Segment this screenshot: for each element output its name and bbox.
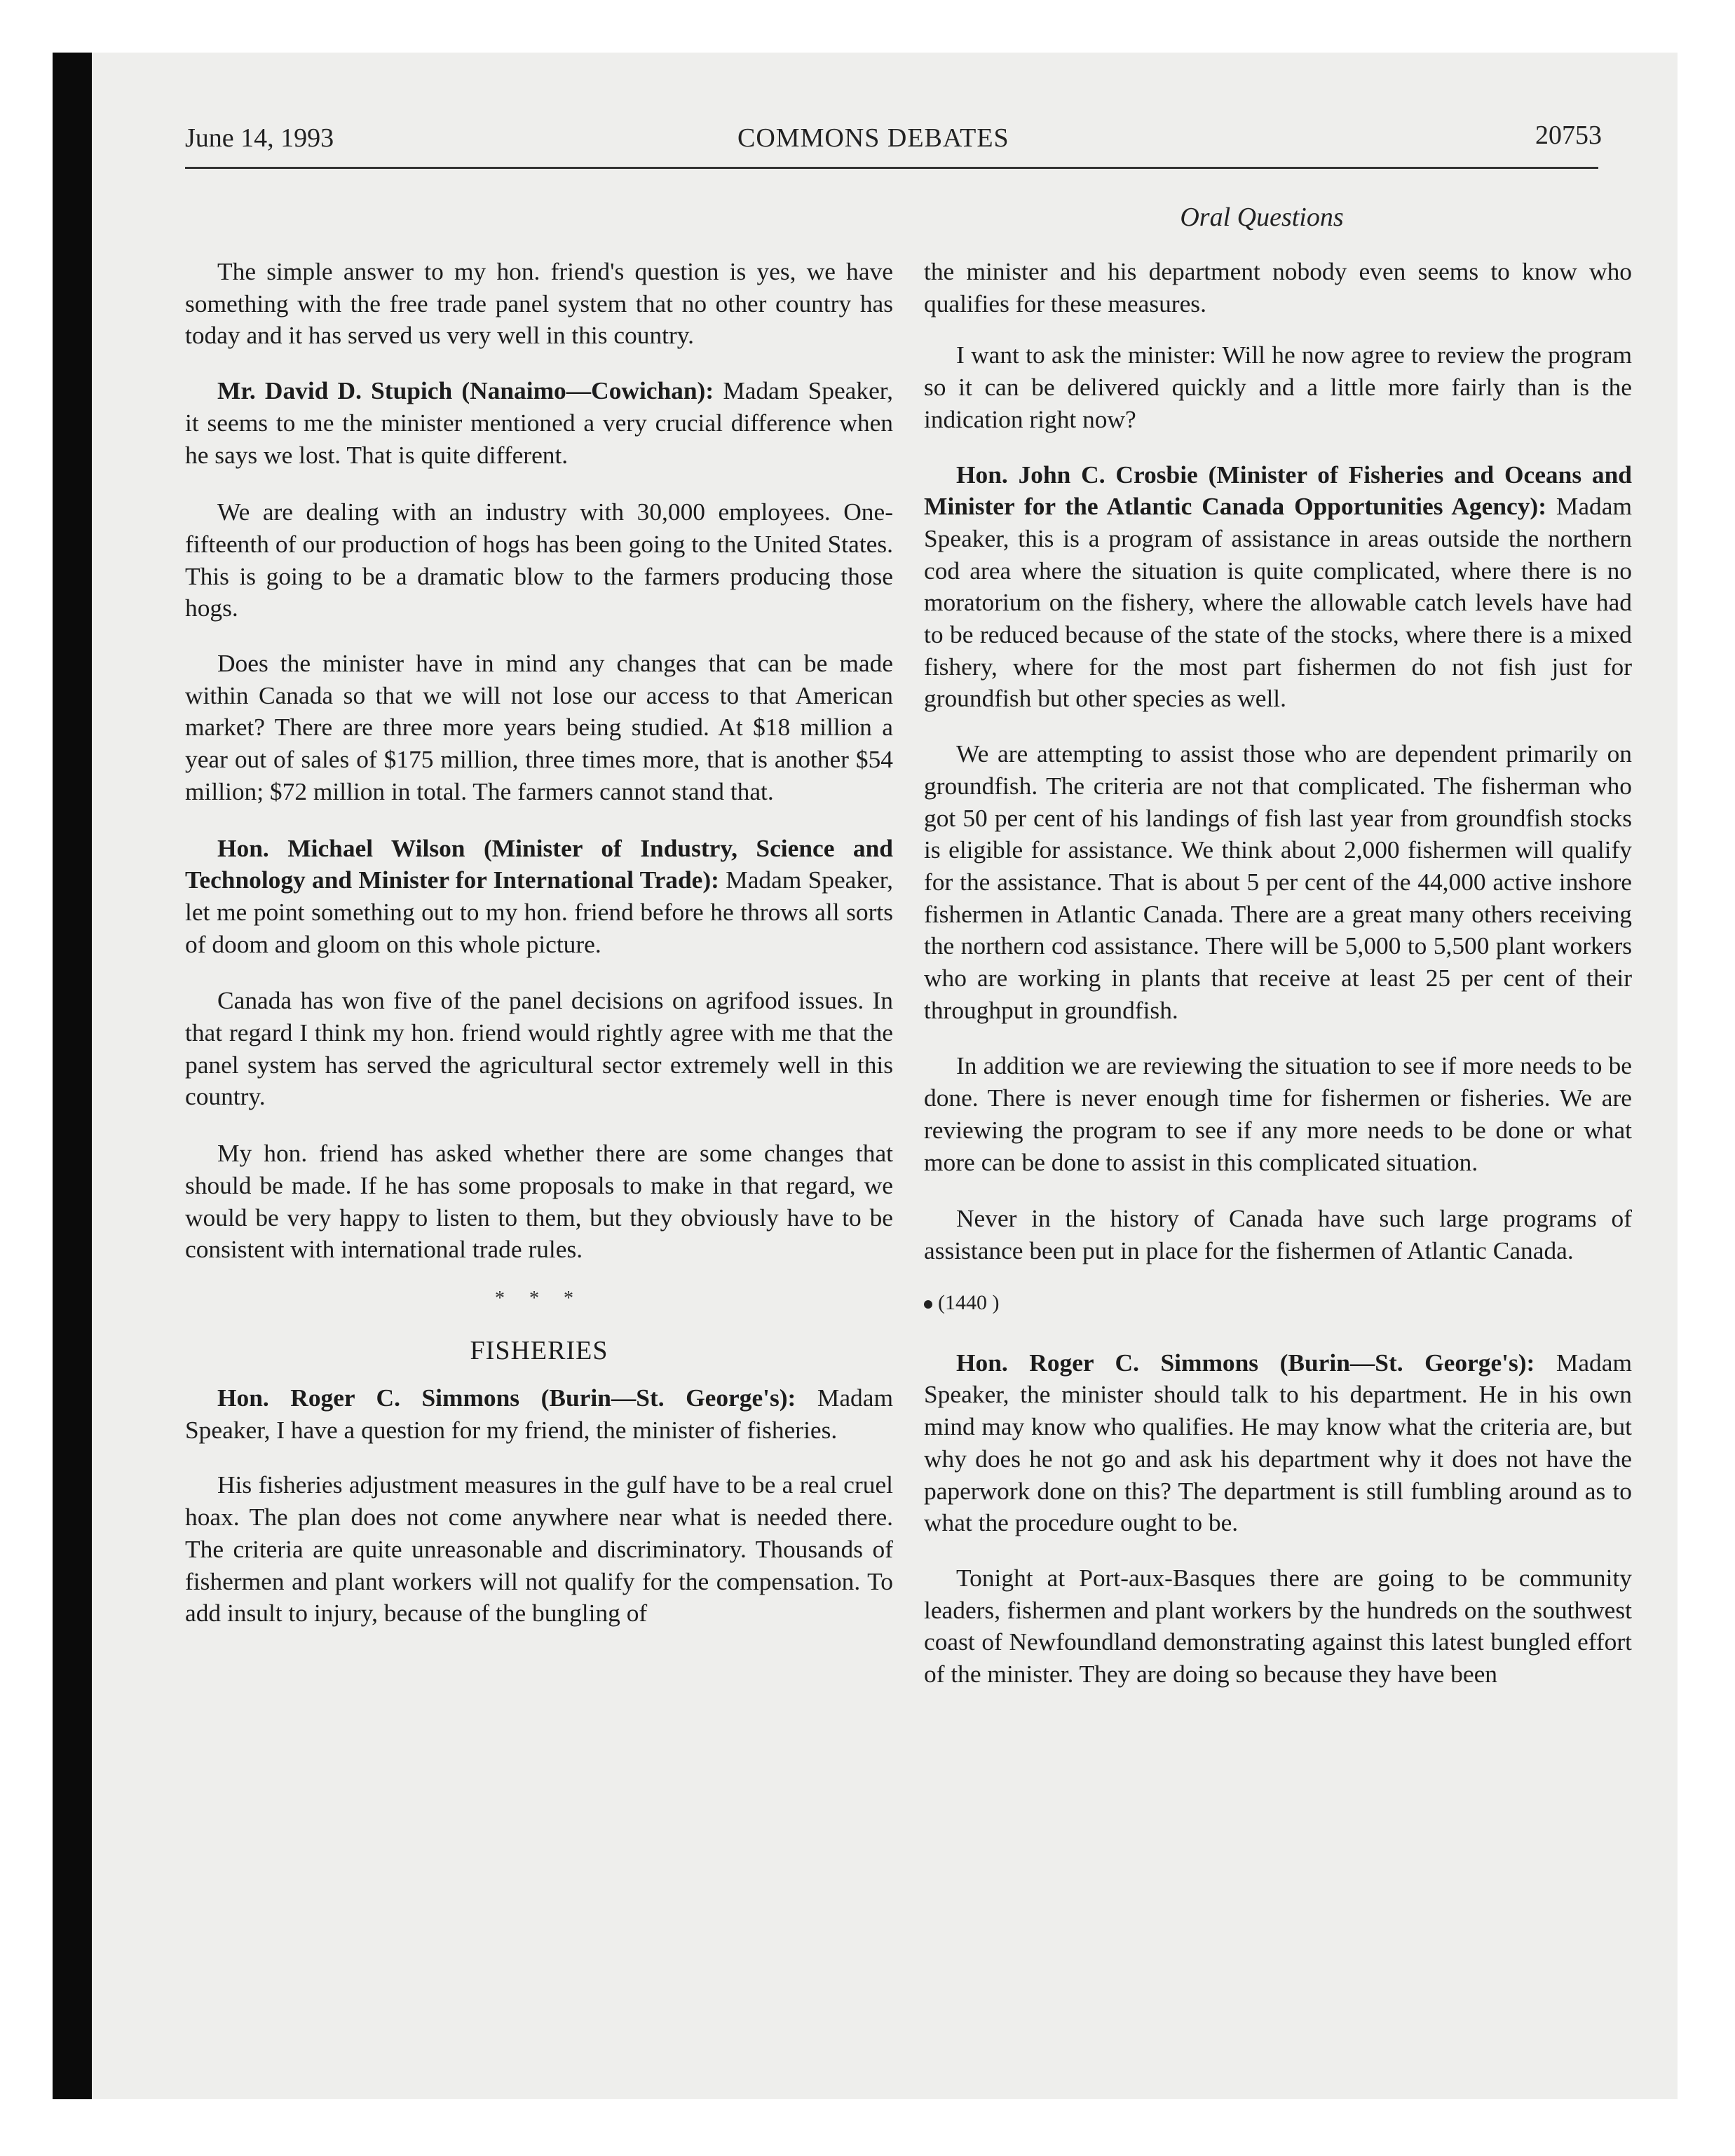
paragraph-text: Madam Speaker, it seems to me the minister mentioned a very crucial difference when he says we lost. That is quite different. (185, 376, 894, 469)
bullet-icon (924, 1300, 932, 1309)
paragraph-text: Madam Speaker, let me point something out to my hon. friend before he throws all sorts of doom and gloom on this whole picture. (185, 866, 893, 958)
speaker-name: Hon. Roger C. Simmons (Burin—St. George's): (956, 1348, 1535, 1377)
paragraph: His fisheries adjustment measures in the gulf have to be a real cruel hoax. The plan does not come anywhere near what is needed there. The criteria are quite unreasonable and discriminatory. Thousands of fishermen and plant workers will not qualify for the compensation. To add insult to injury, because of the bungling of (185, 1471, 893, 1628)
paragraph: We are attempting to assist those who are dependent primarily on groundfish. The criteria are not that complicated. The fisherman who got 50 per cent of his landings of fish last year from groundfish stocks is eligible for assistance. We think about 2,000 fishermen will qualify for the assistance. That is about 5 per cent of the 44,000 active inshore fishermen in Atlantic Canada. There are a great many others receiving the northern cod assistance. There will be 5,000 to 5,500 plant workers who are working in plants that receive at least 25 per cent of their throughput in groundfish. (924, 739, 1632, 1024)
scan-edge-shadow (53, 53, 92, 2099)
paragraph: Tonight at Port-aux-Basques there are going to be community leaders, fishermen and plant workers by the hundreds on the southwest coast of Newfoundland demonstrating against this latest bungled effort of the minister. They are doing so because they have been (924, 1563, 1632, 1688)
header-date: June 14, 1993 (185, 123, 334, 153)
paragraph: We are dealing with an industry with 30,000 employees. One-fifteenth of our production of hogs has been going to the United States. This is going to be a dramatic blow to the farmers producing those hogs. (185, 498, 893, 622)
speaker-name: Hon. Roger C. Simmons (Burin—St. George's): (217, 1383, 796, 1412)
speaker-name: Hon. Michael Wilson (Minister of Industry, Science and Technology and Minister for International Trade): (185, 833, 893, 894)
header-title: COMMONS DEBATES (737, 123, 1009, 153)
paragraph: Does the minister have in mind any changes that can be made within Canada so that we will not lose our access to that American market? There are three more years being studied. At $18 million a year out of sales of $175 million, three times more, that is another $54 million; $72 million in total. The farmers cannot stand that. (185, 649, 893, 805)
paragraph (924, 459, 1632, 716)
right-column (924, 256, 1632, 1691)
timestamp (924, 1287, 1632, 1319)
header-page-number: 20753 (1535, 121, 1602, 150)
paragraph: Never in the history of Canada have such large programs of assistance been put in place for the fishermen of Atlantic Canada. (924, 1204, 1632, 1264)
paragraph: the minister and his department nobody even seems to know who qualifies for these measures. (924, 257, 1632, 318)
speaker-name: Mr. David D. Stupich (Nanaimo—Cowichan): (217, 376, 714, 405)
paragraph-text: Madam Speaker, this is a program of assistance in areas outside the northern cod area where the situation is quite complicated, where there is no moratorium on the fishery, where the allowable catch levels have had to be reduced because of the state of the stocks, where there is a mixed fishery, where for the most part fishermen do not fish just for groundfish but other species as well. (924, 492, 1632, 713)
paragraph: My hon. friend has asked whether there are some changes that should be made. If he has some proposals to make in that regard, we would be very happy to listen to them, but they obviously have to be consistent with international trade rules. (185, 1139, 893, 1264)
paragraph (924, 1347, 1632, 1539)
running-head: Oral Questions (1180, 203, 1344, 232)
section-heading: FISHERIES (470, 1335, 608, 1365)
paragraph-text: Madam Speaker, I have a question for my friend, the minister of fisheries. (185, 1383, 893, 1444)
section-separator: * * * (495, 1287, 583, 1309)
paragraph: In addition we are reviewing the situation to see if more needs to be done. There is never enough time for fishermen or fisheries. We are reviewing the program to see if any more needs to be done or what more can be done to assist in this complicated situation. (924, 1051, 1632, 1176)
paragraph (185, 833, 893, 961)
paragraph-text: Madam Speaker, the minister should talk to his department. He in his own mind may know who qualifies. He may know what the criteria are, but why does he not go and ask his department why it does not have the paperwork done on this? The department is still fumbling around as to what the procedure ought to be. (924, 1348, 1632, 1537)
paragraph (185, 1382, 893, 1446)
paragraph: I want to ask the minister: Will he now agree to review the program so it can be delivered quickly and a little more fairly than is the indication right now? (924, 341, 1632, 433)
paragraph (185, 375, 893, 471)
paragraph: The simple answer to my hon. friend's question is yes, we have something with the free trade panel system that no other country has today and it has served us very well in this country. (185, 257, 893, 350)
header-rule (185, 167, 1598, 169)
timestamp-text: (1440 ) (938, 1290, 1000, 1314)
left-column (185, 256, 893, 1630)
speaker-name: Hon. John C. Crosbie (Minister of Fisheries and Oceans and Minister for the Atlantic Canada Opportunities Agency): (924, 460, 1632, 521)
paragraph: Canada has won five of the panel decisions on agrifood issues. In that regard I think my hon. friend would rightly agree with me that the panel system has served the agricultural sector extremely well in this country. (185, 986, 893, 1111)
